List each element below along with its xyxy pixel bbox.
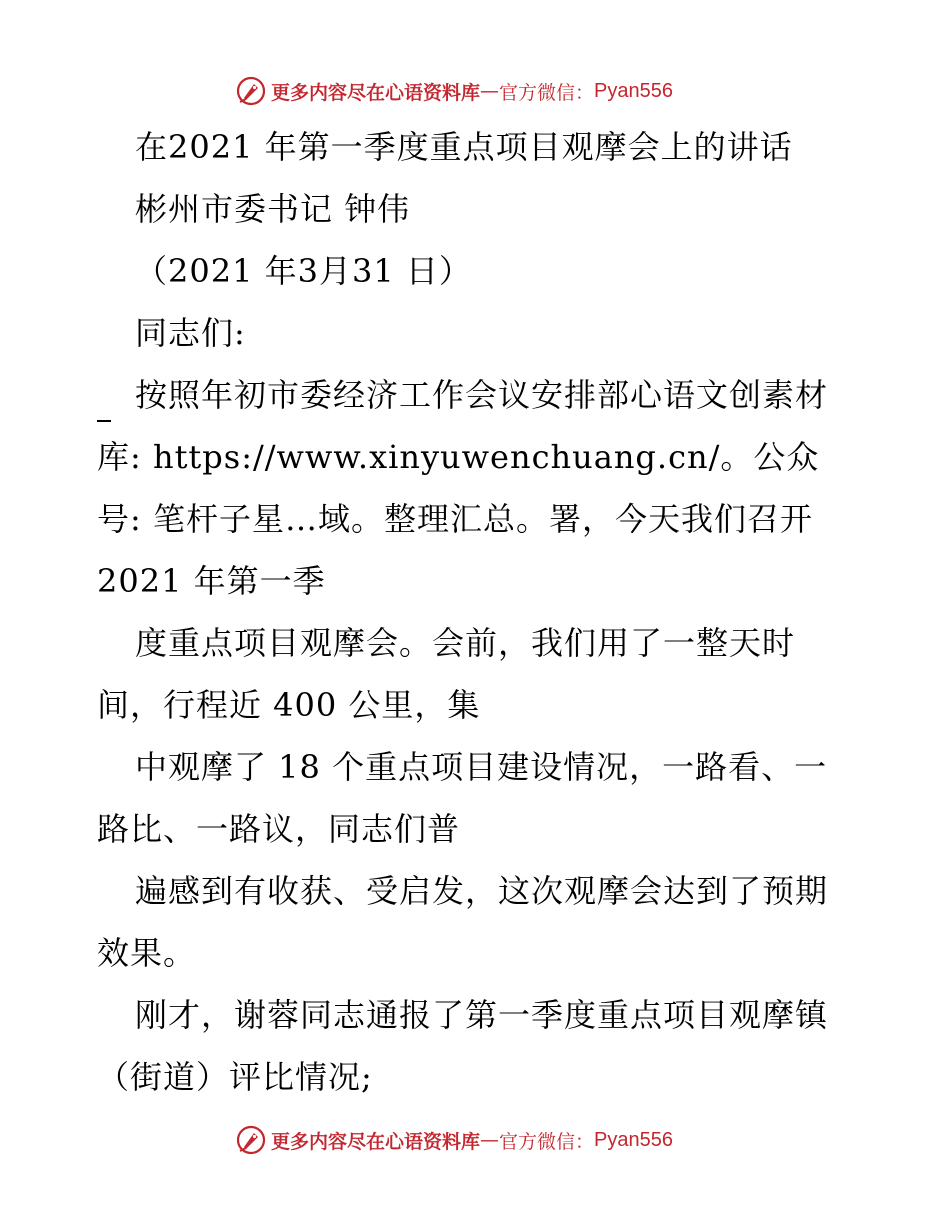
document-body: [97, 122, 857, 1114]
paragraph-line: 间，行程近 400 公里，集: [97, 686, 481, 724]
pen-nib-logo-icon: [235, 1124, 267, 1156]
speech-title: 在2021 年第一季度重点项目观摩会上的讲话: [135, 128, 793, 166]
date-line: （2021 年3月31 日）: [135, 252, 472, 290]
paragraph-line: 刚才，谢蓉同志通报了第一季度重点项目观摩镇: [135, 996, 829, 1034]
watermark-text: 更多内容尽在心语资料库: [271, 81, 481, 104]
watermark-dash: —: [480, 1129, 500, 1151]
paragraph-line: 按照年初市委经济工作会议安排部心语文创素材: [135, 376, 829, 414]
paragraph-line: 遍感到有收获、受启发，这次观摩会达到了预期: [135, 872, 829, 910]
salutation: 同志们:: [135, 314, 246, 352]
watermark-wechat-id: Pyan556: [594, 79, 673, 102]
speaker-line: 彬州市委书记 钟伟: [135, 190, 411, 228]
paragraph-line: 2021 年第一季: [97, 562, 326, 600]
watermark-wechat-label: 官方微信：: [499, 1130, 595, 1153]
watermark-text: 更多内容尽在心语资料库: [271, 1130, 481, 1153]
watermark-wechat-id: Pyan556: [594, 1128, 673, 1151]
pen-nib-logo-icon: [235, 75, 267, 107]
header-watermark: [235, 74, 673, 108]
watermark-dash: —: [480, 80, 500, 102]
paragraph-line: 库: https://www.xinyuwenchuang.cn/。公众: [97, 438, 820, 476]
watermark-wechat-label: 官方微信：: [499, 81, 595, 104]
paragraph-line: 号: 笔杆子星…域。整理汇总。署，今天我们召开: [97, 500, 813, 538]
paragraph-line: 路比、一路议，同志们普: [97, 810, 461, 848]
paragraph-line: （街道）评比情况;: [97, 1058, 373, 1096]
footer-watermark: [235, 1123, 673, 1157]
margin-mark: [97, 420, 111, 422]
paragraph-line: 中观摩了 18 个重点项目建设情况，一路看、一: [135, 748, 828, 786]
paragraph-line: 度重点项目观摩会。会前，我们用了一整天时: [135, 624, 796, 662]
paragraph-line: 效果。: [97, 934, 197, 972]
